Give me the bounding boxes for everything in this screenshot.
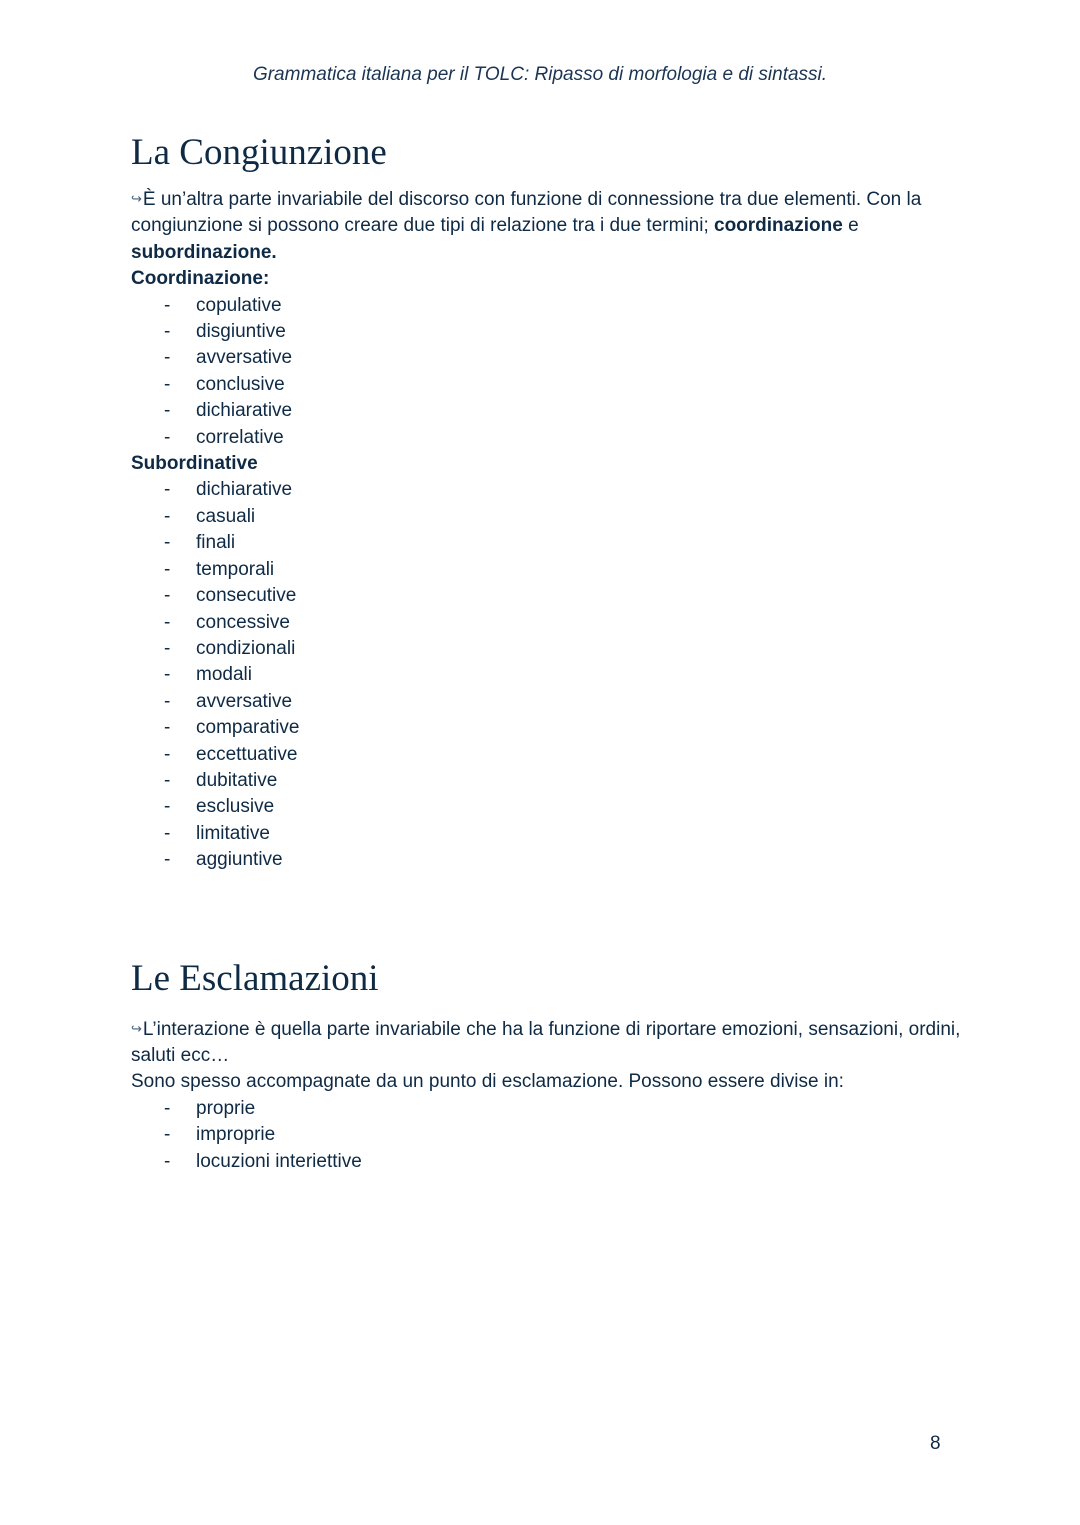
list-item — [131, 794, 961, 820]
coordination-heading: Coordinazione: — [131, 268, 270, 290]
list-item-label: limitative — [196, 822, 270, 844]
list-item — [131, 1122, 961, 1148]
return-arrow-icon: ↪ — [131, 1020, 142, 1036]
list-item-label: correlative — [196, 426, 284, 448]
list-dash: - — [164, 1097, 171, 1119]
list-item-label: dubitative — [196, 769, 278, 791]
list-item-label: avversative — [196, 347, 293, 369]
list-dash: - — [164, 690, 171, 712]
list-dash: - — [164, 796, 171, 818]
list-dash: - — [164, 664, 171, 686]
list-item-label: modali — [196, 664, 252, 686]
esclamazioni-intro — [131, 1016, 961, 1070]
intro-bold-subordinazione: subordinazione. — [131, 241, 277, 263]
list-item — [131, 345, 961, 371]
list-dash: - — [164, 637, 171, 659]
list-item — [131, 847, 961, 873]
intro-bold-coordinazione: coordinazione — [714, 215, 843, 237]
list-item-label: avversative — [196, 690, 293, 712]
coordination-list — [131, 293, 961, 451]
list-item-label: locuzioni interiettive — [196, 1150, 362, 1172]
list-item-label: comparative — [196, 717, 300, 739]
list-item — [131, 821, 961, 847]
list-item — [131, 742, 961, 768]
list-item-label: improprie — [196, 1124, 276, 1146]
list-item — [131, 1149, 961, 1175]
list-item-label: copulative — [196, 294, 282, 316]
list-dash: - — [164, 849, 171, 871]
list-item-label: esclusive — [196, 796, 275, 818]
list-dash: - — [164, 717, 171, 739]
list-item — [131, 372, 961, 398]
subordination-list — [131, 477, 961, 873]
list-item — [131, 557, 961, 583]
list-item — [131, 425, 961, 451]
list-item — [131, 293, 961, 319]
intro-text-2: e — [842, 215, 859, 237]
subordination-heading: Subordinative — [131, 453, 258, 475]
list-dash: - — [164, 769, 171, 791]
list-item-label: casuali — [196, 505, 256, 527]
list-item-label: dichiarative — [196, 400, 293, 422]
list-dash: - — [164, 479, 171, 501]
list-item — [131, 1096, 961, 1122]
list-item — [131, 530, 961, 556]
page-content — [131, 128, 961, 1175]
list-item-label: proprie — [196, 1097, 256, 1119]
list-dash: - — [164, 585, 171, 607]
list-item-label: condizionali — [196, 637, 296, 659]
intro-text-1: È un’altra parte invariabile del discorso con funzione di connessione tra due elementi. Con la congiunzione si possono creare due tipi di relazione tra i due termini; — [131, 189, 922, 237]
esclamazioni-list — [131, 1096, 961, 1175]
list-item — [131, 689, 961, 715]
list-dash: - — [164, 532, 171, 554]
list-dash: - — [164, 400, 171, 422]
return-arrow-icon: ↪ — [131, 191, 142, 206]
list-item-label: disgiuntive — [196, 321, 286, 343]
list-dash: - — [164, 558, 171, 580]
list-item — [131, 768, 961, 794]
list-item-label: eccettuative — [196, 743, 298, 765]
running-header: Grammatica italiana per il TOLC: Ripasso di morfologia e di sintassi. — [252, 64, 828, 85]
list-dash: - — [164, 743, 171, 765]
section-title-congiunzione: La Congiunzione — [131, 132, 387, 173]
list-item — [131, 662, 961, 688]
list-dash: - — [164, 822, 171, 844]
list-item — [131, 319, 961, 345]
section-title-esclamazioni: Le Esclamazioni — [131, 957, 379, 999]
esclamazioni-note: Sono spesso accompagnate da un punto di esclamazione. Possono essere divise in: — [131, 1071, 844, 1093]
list-dash: - — [164, 294, 171, 316]
list-item-label: finali — [196, 532, 236, 554]
page-number: 8 — [930, 1433, 941, 1454]
list-dash: - — [164, 505, 171, 527]
list-item-label: concessive — [196, 611, 290, 633]
section-esclamazioni — [131, 1016, 961, 1175]
list-item — [131, 477, 961, 503]
congiunzione-intro — [131, 186, 961, 266]
section-congiunzione — [131, 186, 961, 874]
list-item-label: consecutive — [196, 585, 297, 607]
list-item — [131, 398, 961, 424]
list-item — [131, 636, 961, 662]
esclamazioni-intro-text: L’interazione è quella parte invariabile che ha la funzione di riportare emozioni, sensazioni, ordini, saluti ecc… — [131, 1018, 961, 1066]
list-dash: - — [164, 426, 171, 448]
list-item — [131, 715, 961, 741]
list-item-label: aggiuntive — [196, 849, 283, 871]
list-item — [131, 583, 961, 609]
list-item — [131, 504, 961, 530]
list-dash: - — [164, 347, 171, 369]
list-dash: - — [164, 321, 171, 343]
list-dash: - — [164, 1124, 171, 1146]
list-item-label: conclusive — [196, 373, 285, 395]
list-item-label: dichiarative — [196, 479, 293, 501]
list-item-label: temporali — [196, 558, 275, 580]
list-dash: - — [164, 611, 171, 633]
list-dash: - — [164, 1150, 171, 1172]
list-item — [131, 610, 961, 636]
list-dash: - — [164, 373, 171, 395]
